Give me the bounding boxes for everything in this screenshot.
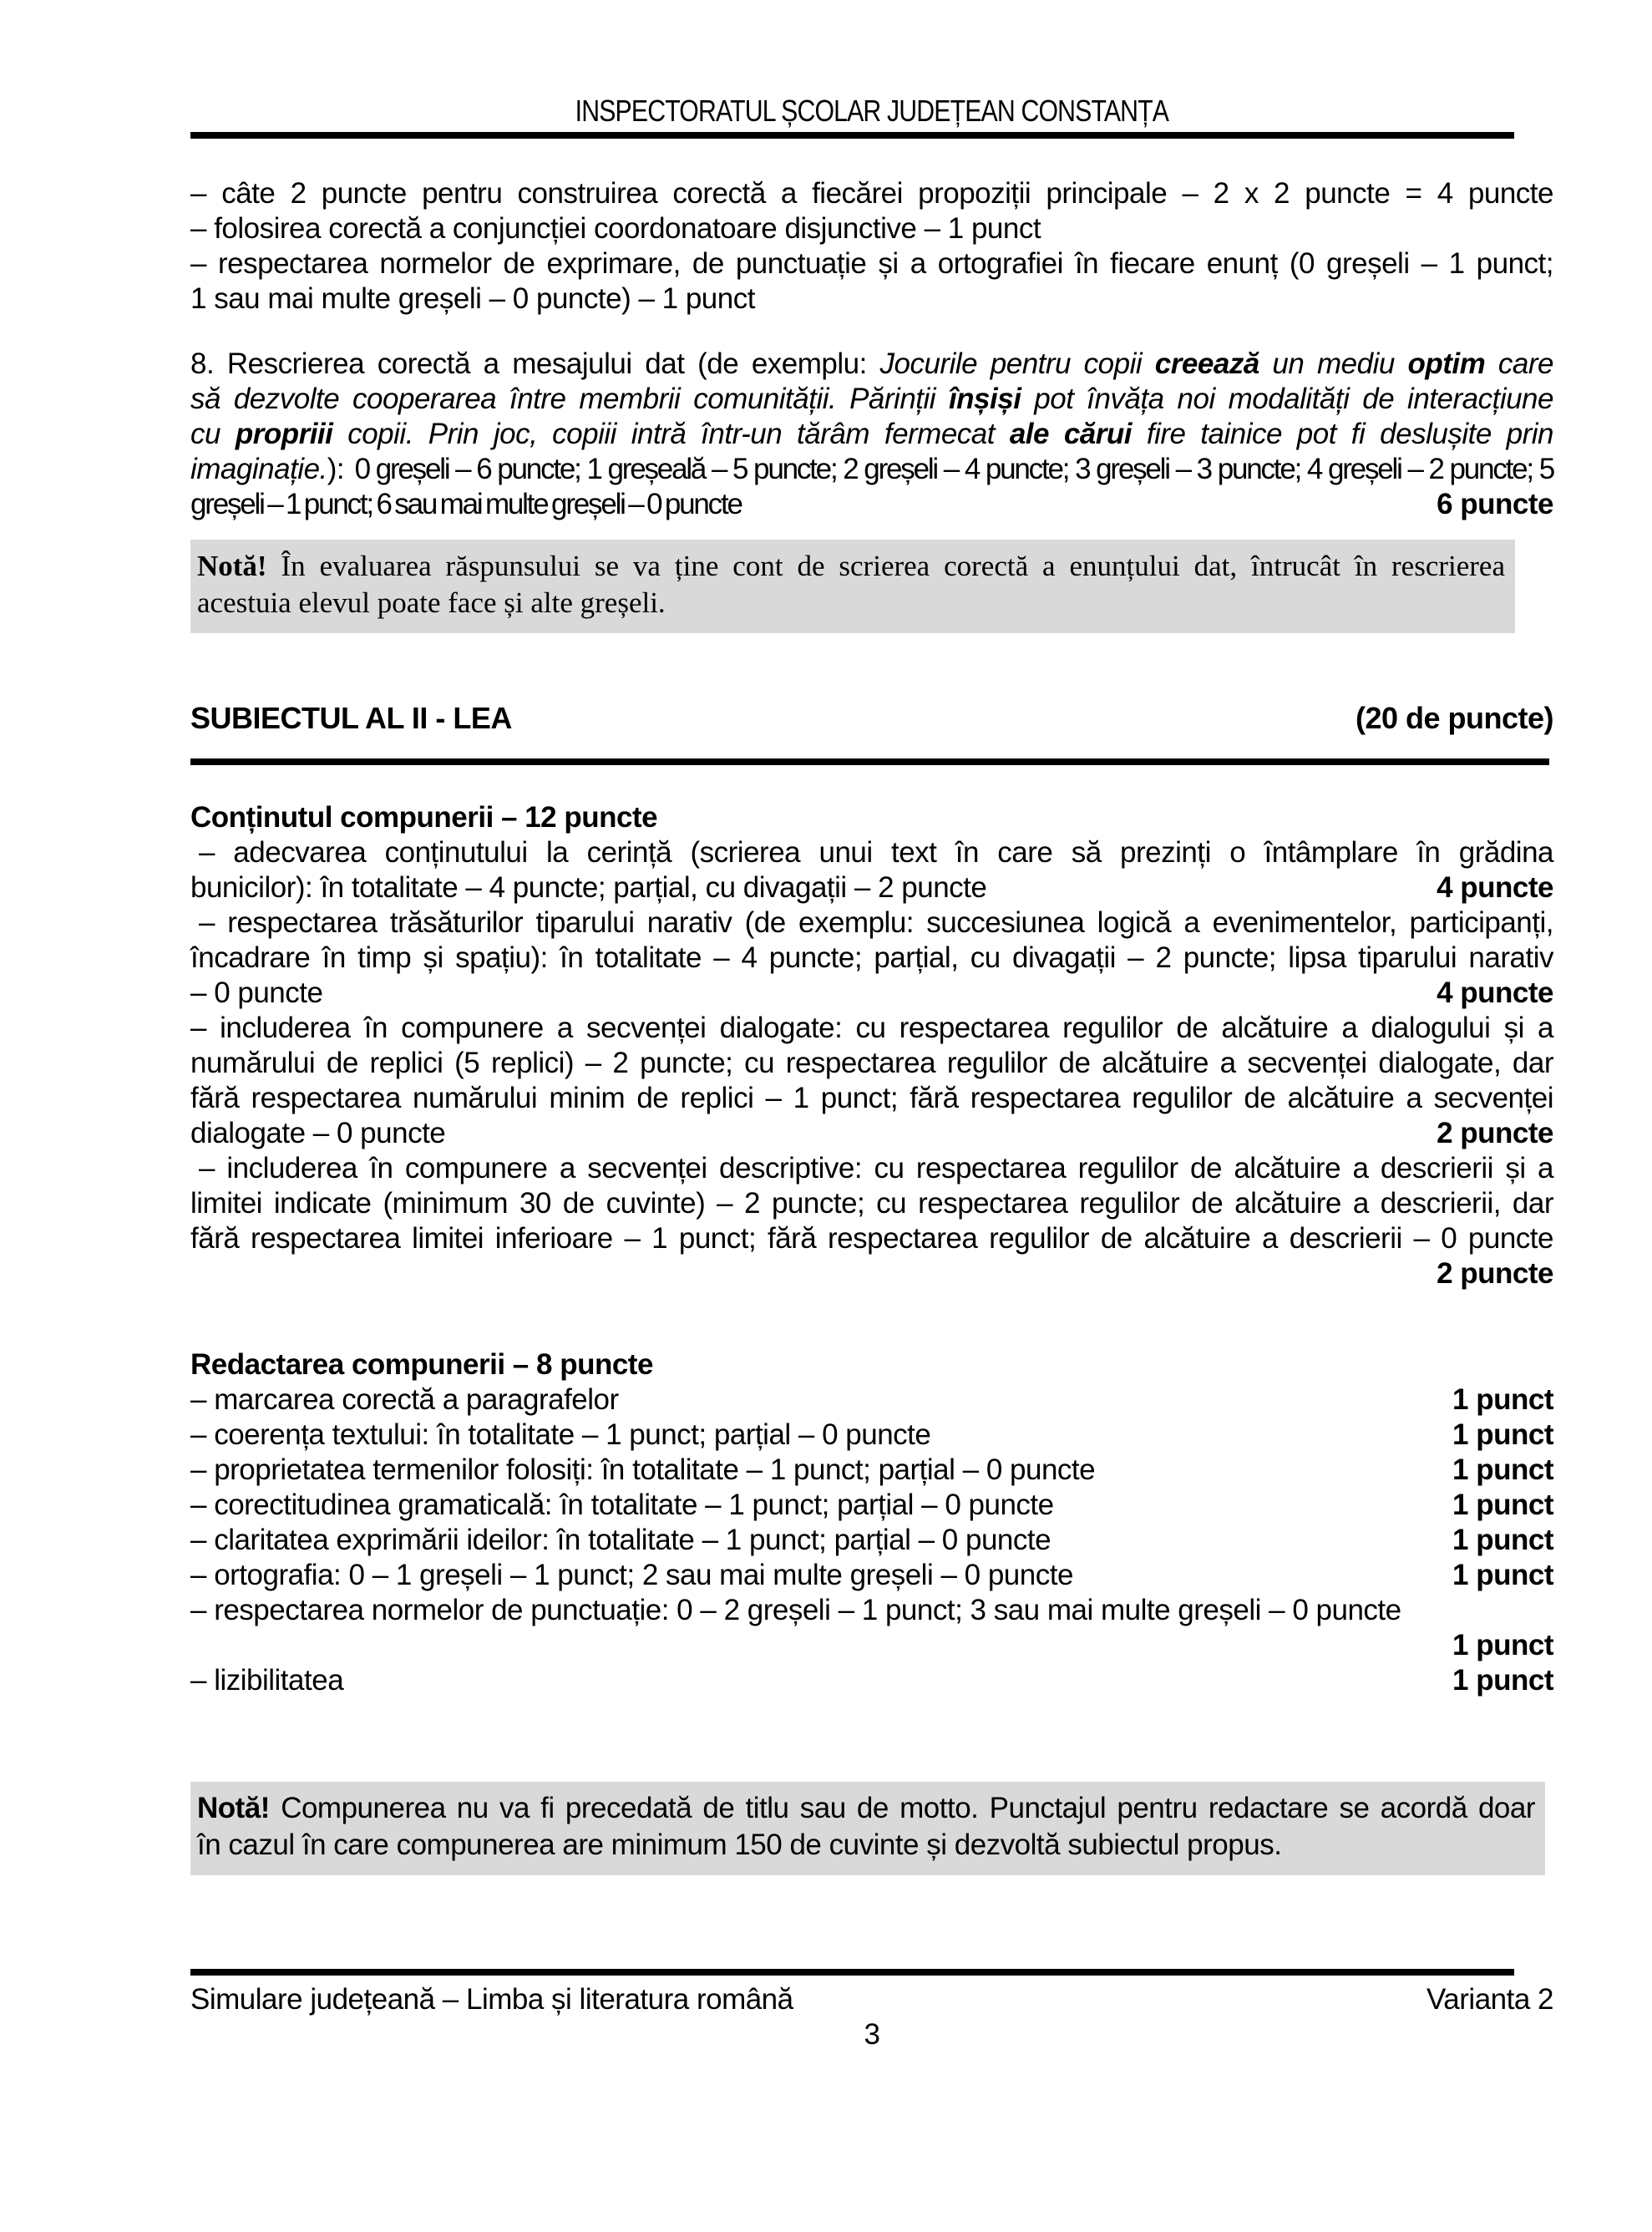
subject-rule <box>190 758 1549 765</box>
score-value: 1 punct <box>1452 1629 1553 1661</box>
text-segment: încadrare în timp și spațiu): în totalitate – 4 puncte; parțial, cu divagații – 2 puncte; lipsa tiparului narativ <box>190 941 1553 974</box>
text-segment: înșiși <box>948 383 1021 415</box>
text-segment: fără respectarea numărului minim de replici – 1 punct; fără respectarea regulilor de alcătuire a secvenței <box>190 1082 1553 1114</box>
text-segment: – lizibilitatea <box>190 1664 344 1697</box>
text-segment: – proprietatea termenilor folosiți: în totalitate – 1 punct; parțial – 0 puncte <box>190 1453 1096 1486</box>
page-header-title <box>190 94 1553 129</box>
document-page <box>0 94 1652 2232</box>
text-segment: pot învăța noi modalități de interacțiune <box>1021 383 1553 415</box>
text-segment: – folosirea corectă a conjuncției coordonatoare disjunctive – 1 punct <box>190 212 1041 245</box>
doc-line <box>197 1827 1535 1864</box>
footer-rule <box>190 1969 1514 1976</box>
doc-line-with-score <box>190 870 1553 905</box>
text-segment: să dezvolte cooperarea între membrii comunității. Părinții <box>190 383 949 415</box>
line-text <box>190 1418 930 1453</box>
line-text <box>190 1382 619 1418</box>
text-segment: 8. Rescrierea corectă a mesajului dat (de exemplu: <box>190 347 880 380</box>
score-value: 1 punct <box>1452 1559 1553 1591</box>
doc-line-with-score <box>190 1453 1553 1488</box>
footer-right: Varianta 2 <box>1426 1983 1553 2016</box>
intro-section <box>190 176 1553 317</box>
text-segment: bunicilor): în totalitate – 4 puncte; parțial, cu divagații – 2 puncte <box>190 871 987 904</box>
score-value: 1 punct <box>1452 1489 1553 1521</box>
doc-line <box>190 1011 1553 1046</box>
text-segment: Compunerea nu va fi precedată de titlu sau de motto. Punctajul pentru redactare se acordă doar <box>281 1792 1536 1824</box>
doc-line <box>197 585 1505 621</box>
text-segment: fără respectarea limitei inferioare – 1 punct; fără respectarea regulilor de alcătuire a descrierii – 0 puncte <box>190 1222 1553 1255</box>
doc-line-with-score <box>190 1523 1553 1558</box>
text-segment: – respectarea normelor de punctuație: 0 – 2 greșeli – 1 punct; 3 sau mai multe greșeli – 0 puncte <box>190 1594 1401 1626</box>
doc-line <box>197 548 1505 585</box>
text-segment: – marcarea corectă a paragrafelor <box>190 1383 619 1416</box>
doc-line <box>190 1186 1553 1221</box>
doc-line-with-score <box>190 976 1553 1011</box>
line-text <box>190 487 742 522</box>
subject-points: (20 de puncte) <box>1355 701 1553 735</box>
score-value: 2 puncte <box>1437 1257 1553 1290</box>
text-segment: care <box>1485 347 1553 380</box>
doc-line <box>190 382 1553 417</box>
line-text <box>190 1558 1073 1593</box>
text-segment: acestuia elevul poate face și alte greșeli. <box>197 586 666 619</box>
doc-line <box>190 211 1553 246</box>
score-value: 2 puncte <box>1437 1117 1553 1149</box>
doc-line-with-score <box>190 487 1553 522</box>
text-segment: Notă! <box>197 1792 281 1824</box>
subject-heading <box>190 701 1553 736</box>
text-segment: Jocurile pentru copii <box>879 347 1155 380</box>
doc-line-with-score <box>190 1628 1553 1663</box>
text-segment: imaginație. <box>190 453 327 485</box>
text-segment: un mediu <box>1259 347 1408 380</box>
doc-line-with-score <box>190 1488 1553 1523</box>
text-segment: cu <box>190 418 236 450</box>
doc-line <box>190 1151 1553 1186</box>
text-segment: – câte 2 puncte pentru construirea corectă a fiecărei propoziții principale – 2 x 2 puncte = 4 puncte <box>190 177 1553 210</box>
text-segment: în cazul în care compunerea are minimum 150 de cuvinte și dezvoltă subiectul propus. <box>197 1829 1282 1861</box>
text-segment: – includerea în compunere a secvenței dialogate: cu respectarea regulilor de alcătuire a dialogului și a <box>190 1012 1553 1044</box>
score-value: 4 puncte <box>1437 871 1553 904</box>
item8-section <box>190 347 1553 522</box>
text-segment: copii. Prin joc, copiii intră într-un tărâm fermecat <box>332 418 1010 450</box>
footer-left: Simulare județeană – Limba și literatura română <box>190 1983 793 2016</box>
doc-line <box>190 246 1553 282</box>
doc-line <box>190 452 1553 487</box>
text-segment: În evaluarea răspunsului se va ține cont de scrierea corectă a enunțului dat, întrucât în rescrierea <box>281 550 1505 582</box>
text-segment: 0 greșeli – 6 puncte; 1 greșeală – 5 puncte; 2 greșeli – 4 puncte; 3 greșeli – 3 puncte; 4 greșeli – 2 puncte; 5 <box>354 453 1553 485</box>
text-segment: fire tainice pot fi deslușite prin <box>1132 418 1553 450</box>
text-segment: Notă! <box>197 550 281 582</box>
text-segment: propriii <box>235 418 333 450</box>
line-text <box>190 976 322 1011</box>
doc-line-with-score <box>190 1418 1553 1453</box>
line-text <box>190 1663 343 1698</box>
line-text <box>190 1523 1051 1558</box>
text-segment: – respectarea trăsăturilor tiparului narativ (de exemplu: succesiunea logică a evenimentelor, participanți, <box>199 906 1553 939</box>
note1-box <box>190 540 1515 633</box>
line-text <box>190 1116 445 1151</box>
doc-line <box>190 347 1553 382</box>
doc-line-with-score <box>190 1256 1553 1291</box>
document-content <box>0 94 1652 2052</box>
score-value: 1 punct <box>1452 1664 1553 1697</box>
doc-line-with-score <box>190 1558 1553 1593</box>
doc-line <box>190 282 1553 317</box>
score-value: 1 punct <box>1452 1418 1553 1451</box>
score-value: 1 punct <box>1452 1383 1553 1416</box>
score-value: 4 puncte <box>1437 976 1553 1009</box>
note1-lines <box>197 548 1505 621</box>
footer <box>190 1982 1553 2017</box>
text-segment: limitei indicate (minimum 30 de cuvinte) – 2 puncte; cu respectarea regulilor de alcătuire a descrierii, dar <box>190 1187 1553 1220</box>
doc-line <box>190 417 1553 452</box>
doc-line <box>190 1081 1553 1116</box>
page-header-title-text: INSPECTORATUL ȘCOLAR JUDEȚEAN CONSTANȚA <box>575 94 1169 128</box>
note2-box <box>190 1782 1545 1875</box>
doc-line-with-score <box>190 1382 1553 1418</box>
content-section-title: Conținutul compunerii – 12 puncte <box>190 801 658 834</box>
header-rule <box>190 132 1514 139</box>
text-segment: 1 sau mai multe greșeli – 0 puncte) – 1 punct <box>190 282 755 315</box>
doc-line <box>190 1046 1553 1081</box>
content-section-lines <box>190 835 1553 1291</box>
text-segment: dialogate – 0 puncte <box>190 1117 446 1149</box>
line-text <box>190 1453 1095 1488</box>
doc-line <box>190 1221 1553 1256</box>
text-segment: optim <box>1407 347 1486 380</box>
text-segment: creează <box>1154 347 1259 380</box>
doc-line <box>190 176 1553 211</box>
text-segment: ale cărui <box>1009 418 1132 450</box>
doc-line <box>197 1790 1535 1827</box>
text-segment: – claritatea exprimării ideilor: în totalitate – 1 punct; parțial – 0 puncte <box>190 1524 1052 1556</box>
line-text <box>190 870 986 905</box>
doc-line-with-score <box>190 1663 1553 1698</box>
page-number: 3 <box>864 2018 880 2051</box>
score-value: 6 puncte <box>1437 488 1553 520</box>
text-segment: numărului de replici (5 replici) – 2 puncte; cu respectarea regulilor de alcătuire a secvenței dialogate, dar <box>190 1047 1553 1079</box>
redact-section-lines <box>190 1382 1553 1698</box>
score-value: 1 punct <box>1452 1453 1553 1486</box>
text-segment: ): <box>327 453 355 485</box>
text-segment: – adecvarea conținutului la cerință (scrierea unui text în care să prezinți o întâmplare în grădina <box>199 836 1553 869</box>
text-segment: – corectitudinea gramaticală: în totalitate – 1 punct; parțial – 0 puncte <box>190 1489 1054 1521</box>
redact-section-title: Redactarea compunerii – 8 puncte <box>190 1348 653 1381</box>
text-segment: – ortografia: 0 – 1 greșeli – 1 punct; 2 sau mai multe greșeli – 0 puncte <box>190 1559 1073 1591</box>
subject-title: SUBIECTUL AL II - LEA <box>190 701 512 735</box>
line-text <box>190 1488 1054 1523</box>
text-segment: – coerența textului: în totalitate – 1 punct; parțial – 0 puncte <box>190 1418 931 1451</box>
doc-line <box>190 835 1553 870</box>
text-segment: – respectarea normelor de exprimare, de punctuație și a ortografiei în fiecare enunț (0 greșeli – 1 punct; <box>190 247 1553 280</box>
doc-line <box>190 1593 1553 1628</box>
note2-lines <box>197 1790 1535 1864</box>
text-segment: – includerea în compunere a secvenței descriptive: cu respectarea regulilor de alcătuire a descrierii și a <box>199 1152 1553 1184</box>
doc-line <box>190 941 1553 976</box>
text-segment: greșeli – 1 punct; 6 sau mai multe greșeli – 0 puncte <box>190 488 742 520</box>
text-segment: – 0 puncte <box>190 976 323 1009</box>
score-value: 1 punct <box>1452 1524 1553 1556</box>
doc-line <box>190 905 1553 941</box>
doc-line-with-score <box>190 1116 1553 1151</box>
